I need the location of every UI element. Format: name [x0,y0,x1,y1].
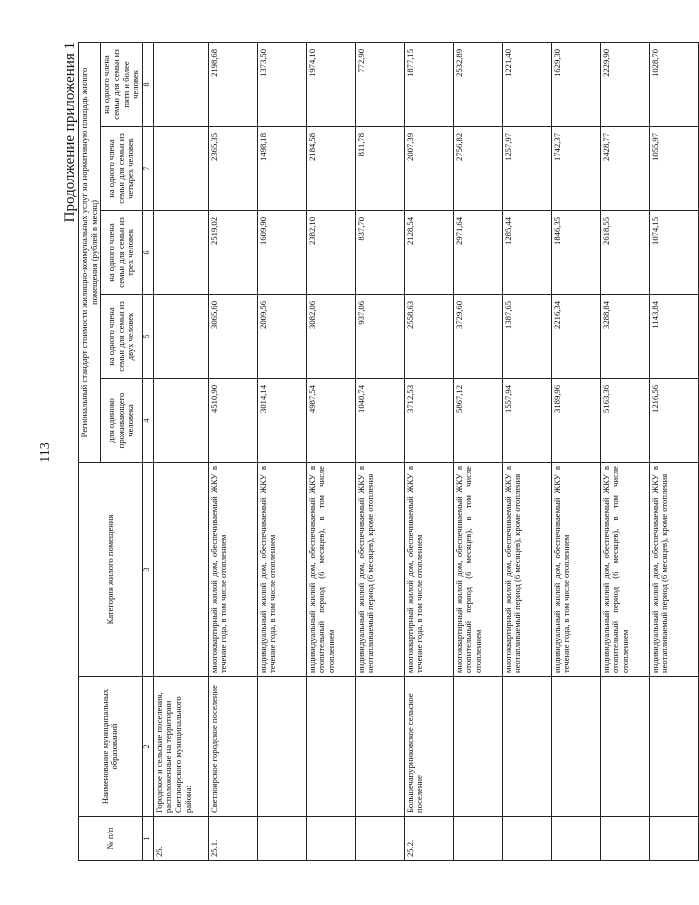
empty-cell [153,379,208,463]
value-five: 1028,70 [649,42,698,126]
value-single: 1040,74 [355,379,404,463]
value-three: 2128,54 [404,211,453,295]
value-two: 937,06 [355,295,404,379]
value-single: 3014,14 [257,379,306,463]
row-municipality [257,677,306,817]
value-three: 1609,90 [257,211,306,295]
index-cell: 5 [142,295,153,379]
value-two: 2558,63 [404,295,453,379]
value-four: 2007,39 [404,127,453,211]
value-three: 1285,44 [502,211,551,295]
value-three: 2519,02 [208,211,257,295]
value-three: 2382,10 [306,211,355,295]
value-five: 772,90 [355,42,404,126]
row-municipality [649,677,698,817]
value-two: 3082,06 [306,295,355,379]
row-no [551,817,600,861]
row-no: 25.2. [404,817,453,861]
header-name: Наименование муниципальных образований [79,677,143,817]
value-five: 2198,68 [208,42,257,126]
value-two: 2216,34 [551,295,600,379]
table-row [502,42,551,860]
value-four: 1055,97 [649,127,698,211]
value-single: 1216,56 [649,379,698,463]
row-no [306,817,355,861]
header-no: № п/п [79,817,143,861]
row-municipality [355,677,404,817]
row-category: многоквартирный жилой дом, обеспечиваемый ЖКУ в неотапливаемый период (6 месяцев), кроме отопления [502,463,551,677]
value-two: 1387,65 [502,295,551,379]
value-four: 1257,97 [502,127,551,211]
row-category: индивидуальный жилой дом, обеспечиваемый ЖКУ в течение года, в том числе отоплением [257,463,306,677]
header-standard: Региональный стандарт стоимости жилищно-коммунальных услуг на нормативную площадь жилого помещения (рублей в месяц) [79,42,101,462]
row-category: многоквартирный жилой дом, обеспечиваемый ЖКУ в течение года, в том числе отоплением [208,463,257,677]
row-municipality [502,677,551,817]
value-single: 1557,94 [502,379,551,463]
value-three: 837,70 [355,211,404,295]
section-row [153,42,208,860]
table-row [355,42,404,860]
index-cell: 3 [142,463,153,677]
empty-cell [153,127,208,211]
row-category: многоквартирный жилой дом, обеспечиваемый ЖКУ в отопительный период (6 месяцев), в том числе отоплением [453,463,502,677]
value-single: 3189,96 [551,379,600,463]
table-row [208,42,257,860]
row-no: 25.1. [208,817,257,861]
value-five: 1974,10 [306,42,355,126]
housing-cost-table [78,42,699,861]
header-category: Категория жилого помещения [79,463,143,677]
header-row-top [79,42,101,860]
index-cell: 1 [142,817,153,861]
index-cell: 6 [142,211,153,295]
column-index-row [142,42,153,860]
row-municipality [551,677,600,817]
value-single: 5163,36 [600,379,649,463]
value-single: 4510,90 [208,379,257,463]
section-name: Городское и сельские поселения, расположенные на территории Светлоярского муниципального района: [153,677,208,817]
value-five: 2532,89 [453,42,502,126]
table-row [404,42,453,860]
row-no [355,817,404,861]
empty-cell [153,42,208,126]
empty-cell [153,463,208,677]
value-four: 2428,77 [600,127,649,211]
value-two: 2009,56 [257,295,306,379]
row-no [600,817,649,861]
value-five: 1629,30 [551,42,600,126]
row-no [649,817,698,861]
index-cell: 2 [142,677,153,817]
index-cell: 7 [142,127,153,211]
row-municipality [453,677,502,817]
value-two: 1143,84 [649,295,698,379]
table-row [257,42,306,860]
continuation-title: Продолжение приложения 1 [62,42,78,223]
row-category: многоквартирный жилой дом, обеспечиваемый ЖКУ в течение года, в том числе отоплением [404,463,453,677]
value-three: 2971,64 [453,211,502,295]
value-five: 2229,90 [600,42,649,126]
row-category: индивидуальный жилой дом, обеспечиваемый ЖКУ в течение года, в том числе отоплением [551,463,600,677]
table-row [306,42,355,860]
empty-cell [153,211,208,295]
section-no: 25. [153,817,208,861]
value-single: 4987,54 [306,379,355,463]
table-row [551,42,600,860]
value-five: 1221,40 [502,42,551,126]
empty-cell [153,295,208,379]
header-sub-four: на одного члена семьи для семьи из четырех человек [101,127,143,211]
row-no [453,817,502,861]
value-four: 2365,35 [208,127,257,211]
row-municipality: Большечапурниковское сельское поселение [404,677,453,817]
value-single: 3712,53 [404,379,453,463]
header-sub-single: для одиноко проживающего человека [101,379,143,463]
index-cell: 8 [142,42,153,126]
header-sub-three: на одного члена семьи для семьи из трех человек [101,211,143,295]
value-three: 2618,55 [600,211,649,295]
header-sub-two: на одного члена семьи для семьи из двух человек [101,295,143,379]
value-three: 1074,15 [649,211,698,295]
table-row [453,42,502,860]
row-category: индивидуальный жилой дом, обеспечиваемый ЖКУ в отопительный период (6 месяцев), в том числе отоплением [306,463,355,677]
value-two: 3288,84 [600,295,649,379]
header-sub-five: на одного члена семьи для семьи из пяти и более человек [101,42,143,126]
row-category: индивидуальный жилой дом, обеспечиваемый ЖКУ в неотапливаемый период (6 месяцев), кроме отопления [649,463,698,677]
value-four: 1498,18 [257,127,306,211]
value-four: 811,78 [355,127,404,211]
row-no [502,817,551,861]
row-category: индивидуальный жилой дом, обеспечиваемый ЖКУ в неотапливаемый период (6 месяцев), кроме отопления [355,463,404,677]
value-two: 3065,60 [208,295,257,379]
value-four: 2184,58 [306,127,355,211]
value-four: 1742,37 [551,127,600,211]
value-single: 5867,12 [453,379,502,463]
table-row [600,42,649,860]
row-municipality [600,677,649,817]
value-five: 1877,15 [404,42,453,126]
value-five: 1373,50 [257,42,306,126]
table-row [649,42,698,860]
page-number: 113 [38,442,53,463]
row-no [257,817,306,861]
row-municipality [306,677,355,817]
value-three: 1846,35 [551,211,600,295]
row-municipality: Светлоярское городское поселение [208,677,257,817]
value-four: 2756,82 [453,127,502,211]
row-category: индивидуальный жилой дом, обеспечиваемый ЖКУ в отопительный период (6 месяцев), в том числе отоплением [600,463,649,677]
value-two: 3729,60 [453,295,502,379]
index-cell: 4 [142,379,153,463]
